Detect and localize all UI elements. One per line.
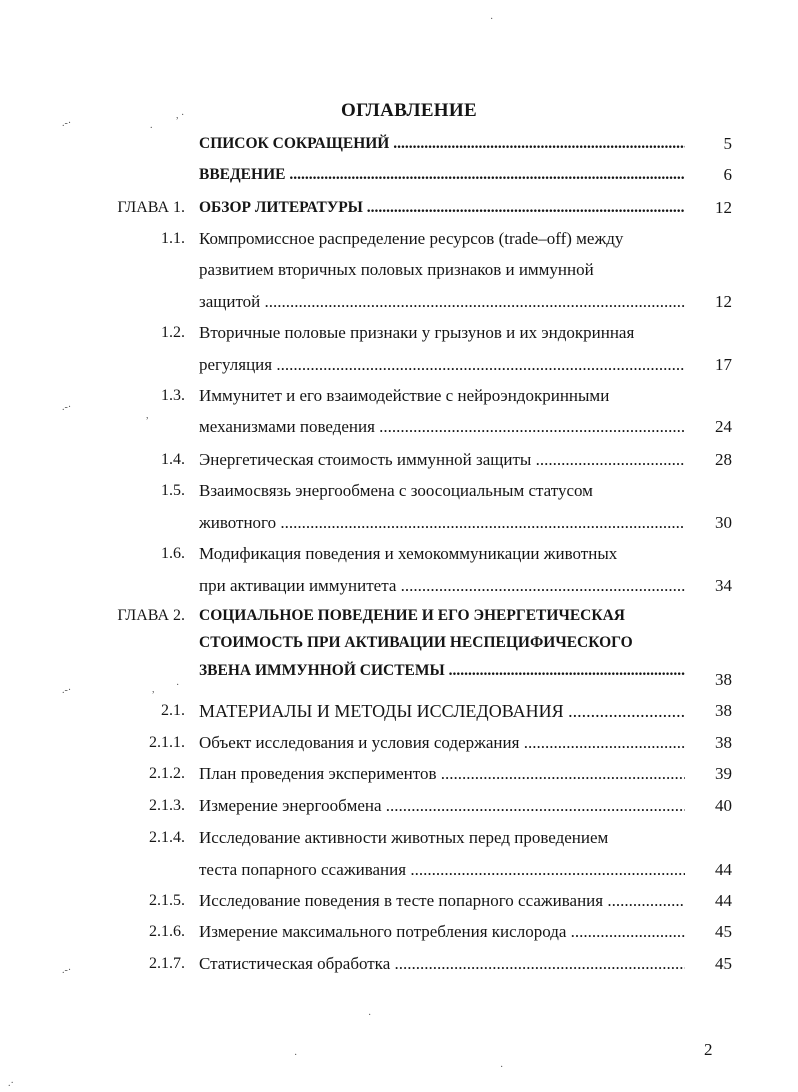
toc-page-number: 39: [715, 764, 732, 783]
toc-page-number: 34: [715, 576, 732, 595]
scan-speck: ·: [176, 680, 180, 691]
toc-entry-title-line: механизмами поведения .....: [199, 415, 685, 439]
toc-entry-title-line: Компромиссное распределение ресурсов (trade–off) между: [199, 229, 624, 248]
toc-page-number: 38: [715, 733, 732, 752]
scan-speck: ·: [368, 1010, 372, 1021]
toc-entry-title-line: МАТЕРИАЛЫ И МЕТОДЫ ИССЛЕДОВАНИЯ .....: [199, 699, 685, 723]
toc-entry-title-line: развитием вторичных половых признаков и иммунной: [199, 260, 594, 279]
toc-entry-number: 1.5.: [161, 482, 185, 499]
toc-entry-title-line: Энергетическая стоимость иммунной защиты .....: [199, 448, 685, 472]
toc-entry-title-line: План проведения экспериментов .....: [199, 762, 685, 786]
toc-entry-title-line: при активации иммунитета .....: [199, 574, 685, 598]
toc-page-number: 38: [715, 701, 732, 720]
toc-entry-title-line: СТОИМОСТЬ ПРИ АКТИВАЦИИ НЕСПЕЦИФИЧЕСКОГО: [199, 634, 633, 651]
toc-entry-title-line: Измерение энергообмена .....: [199, 794, 685, 818]
toc-entry-number: 2.1.5.: [149, 892, 185, 909]
toc-entry-number: 2.1.7.: [149, 955, 185, 972]
toc-page-number: 44: [715, 891, 732, 910]
scan-speck: ·: [490, 14, 494, 25]
toc-entry-title-line: Вторичные половые признаки у грызунов и их эндокринная: [199, 323, 635, 342]
toc-page-number: 30: [715, 513, 732, 532]
scan-speck: .·: [8, 1078, 14, 1089]
toc-page-number: 40: [715, 796, 732, 815]
toc-entry-number: ГЛАВА 1.: [117, 199, 185, 216]
toc-entry-title-line: Исследование поведения в тесте попарного ссаживания .....: [199, 889, 685, 913]
toc-entry-title-line: СОЦИАЛЬНОЕ ПОВЕДЕНИЕ И ЕГО ЭНЕРГЕТИЧЕСКАЯ: [199, 607, 625, 624]
toc-entry-number: ГЛАВА 2.: [117, 607, 185, 624]
toc-page-number: 45: [715, 922, 732, 941]
toc-entry-title: ОБЗОР ЛИТЕРАТУРЫ .....: [199, 196, 685, 220]
scan-speck: ,: [152, 684, 155, 695]
page-number: 2: [704, 1040, 713, 1059]
scan-speck: , ·: [176, 110, 185, 121]
toc-entry-number: 1.3.: [161, 387, 185, 404]
toc-entry-title-line: Модификация поведения и хемокоммуникации животных: [199, 544, 618, 563]
toc-entry-number: 2.1.1.: [149, 734, 185, 751]
toc-entry-title-line: Статистическая обработка .....: [199, 952, 685, 976]
toc-page-number: 24: [715, 417, 732, 436]
scan-speck: ·: [500, 1062, 504, 1073]
toc-entry-title: СПИСОК СОКРАЩЕНИЙ .....: [199, 132, 685, 156]
page-title: ОГЛАВЛЕНИЕ: [341, 100, 477, 121]
toc-entry-number: 1.2.: [161, 324, 185, 341]
toc-entry-number: 1.4.: [161, 451, 185, 468]
toc-page-number: 45: [715, 954, 732, 973]
toc-entry-number: 1.6.: [161, 545, 185, 562]
toc-page-number: 17: [715, 355, 732, 374]
toc-entry-title: ВВЕДЕНИЕ .....: [199, 163, 685, 187]
scan-speck: .-·: [62, 685, 72, 696]
toc-entry-title-line: животного .....: [199, 511, 685, 535]
toc-entry-title-line: защитой .....: [199, 290, 685, 314]
toc-entry-number: 2.1.6.: [149, 923, 185, 940]
scan-speck: .-·: [62, 402, 72, 413]
toc-entry-title-line: Объект исследования и условия содержания .....: [199, 731, 685, 755]
toc-entry-title-line: регуляция .....: [199, 353, 685, 377]
scan-speck: .: [150, 120, 153, 131]
toc-entry-number: 2.1.4.: [149, 829, 185, 846]
toc-entry-number: 1.1.: [161, 230, 185, 247]
scan-speck: .-·: [62, 965, 72, 976]
toc-page-number: 5: [723, 134, 732, 153]
scan-speck: ·: [294, 1050, 298, 1061]
toc-entry-title-line: Иммунитет и его взаимодействие с нейроэндокринными: [199, 386, 610, 405]
toc-page-number: 28: [715, 450, 732, 469]
toc-page-number: 6: [723, 165, 732, 184]
toc-entry-title-line: Взаимосвязь энергообмена с зоосоциальным статусом: [199, 481, 593, 500]
toc-entry-title-line: ЗВЕНА ИММУННОЙ СИСТЕМЫ .....: [199, 659, 685, 683]
scan-speck: ,: [146, 410, 149, 421]
toc-entry-title-line: Измерение максимального потребления кислорода .....: [199, 920, 685, 944]
toc-entry-number: 2.1.3.: [149, 797, 185, 814]
toc-page-number: 44: [715, 860, 732, 879]
toc-page-number: 38: [715, 670, 732, 689]
toc-entry-number: 2.1.2.: [149, 765, 185, 782]
toc-entry-title-line: Исследование активности животных перед проведением: [199, 828, 609, 847]
toc-page-number: 12: [715, 198, 732, 217]
toc-page-number: 12: [715, 292, 732, 311]
toc-entry-title-line: теста попарного ссаживания .....: [199, 858, 685, 882]
toc-entry-number: 2.1.: [161, 702, 185, 719]
scan-speck: .-·: [62, 118, 72, 129]
